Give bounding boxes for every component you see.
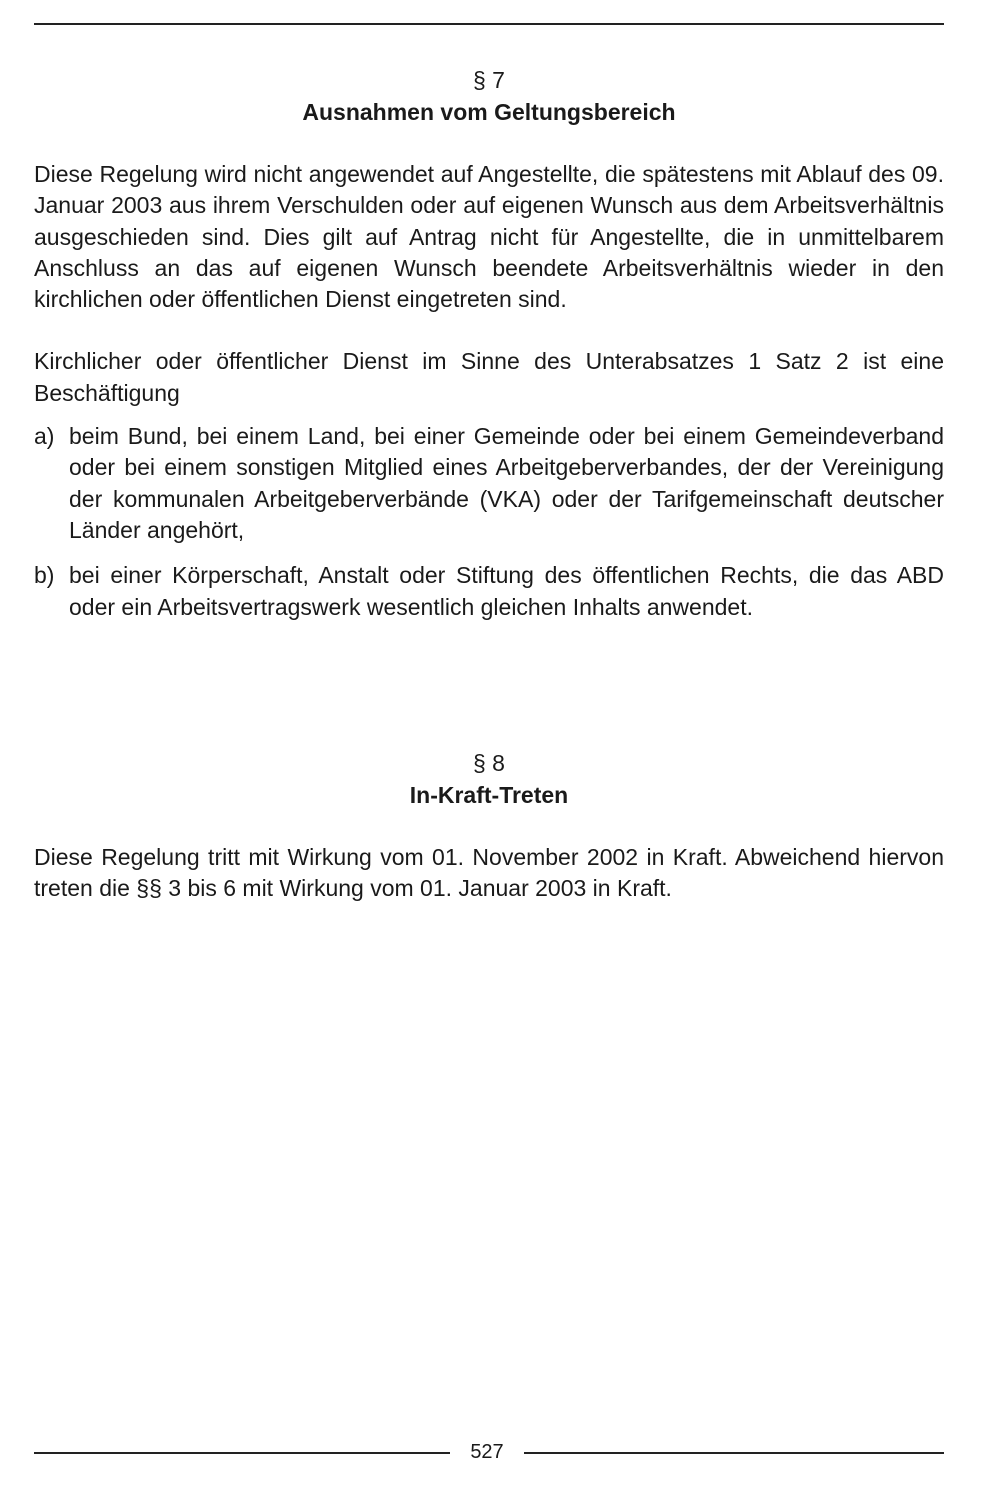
- footer-rule-right: [524, 1452, 944, 1454]
- enumeration-list: [34, 421, 944, 623]
- section-number: § 7: [473, 67, 505, 93]
- list-marker: a): [34, 423, 55, 450]
- list-item-text: bei einer Körperschaft, Anstalt oder Stiftung des öffentlichen Rechts, die das ABD oder ein Arbeitsvertragswerk wesentlich gleichen Inhalts anwendet.: [69, 562, 944, 620]
- section-7: [34, 64, 944, 623]
- section-title: Ausnahmen vom Geltungsbereich: [302, 99, 676, 125]
- page-footer: [34, 1437, 944, 1467]
- list-item-text: beim Bund, bei einem Land, bei einer Gemeinde oder bei einem Gemeindeverband oder bei einem sonstigen Mitglied eines Arbeitgeberverbandes, der der Vereinigung der kommunalen Arbeitgeberverbände (VKA) oder der Tarifgemeinschaft deutscher Länder angehört,: [69, 423, 944, 543]
- paragraph: Kirchlicher oder öffentlicher Dienst im Sinne des Unterabsatzes 1 Satz 2 ist eine Beschäftigung: [34, 348, 944, 406]
- list-item: [34, 560, 944, 623]
- list-marker: b): [34, 562, 55, 589]
- section-number: § 8: [473, 750, 505, 776]
- footer-rule-left: [34, 1452, 450, 1454]
- page-number: 527: [470, 1441, 504, 1463]
- paragraph: Diese Regelung tritt mit Wirkung vom 01. November 2002 in Kraft. Abweichend hiervon treten die §§ 3 bis 6 mit Wirkung vom 01. Januar 2003 in Kraft.: [34, 844, 944, 902]
- paragraph: Diese Regelung wird nicht angewendet auf Angestellte, die spätestens mit Ablauf des 09. Januar 2003 aus ihrem Verschulden oder auf eigenen Wunsch aus dem Arbeitsverhältnis ausgeschieden sind. Dies gilt auf Antrag nicht für Angestellte, die in unmittelbarem Anschluss an das auf eigenen Wunsch beendete Arbeitsverhältnis wieder in den kirchlichen oder öffentlichen Dienst eingetreten sind.: [34, 161, 944, 313]
- list-item: [34, 421, 944, 546]
- top-rule: [34, 23, 944, 25]
- section-8: [34, 747, 944, 905]
- section-title: In-Kraft-Treten: [409, 782, 569, 808]
